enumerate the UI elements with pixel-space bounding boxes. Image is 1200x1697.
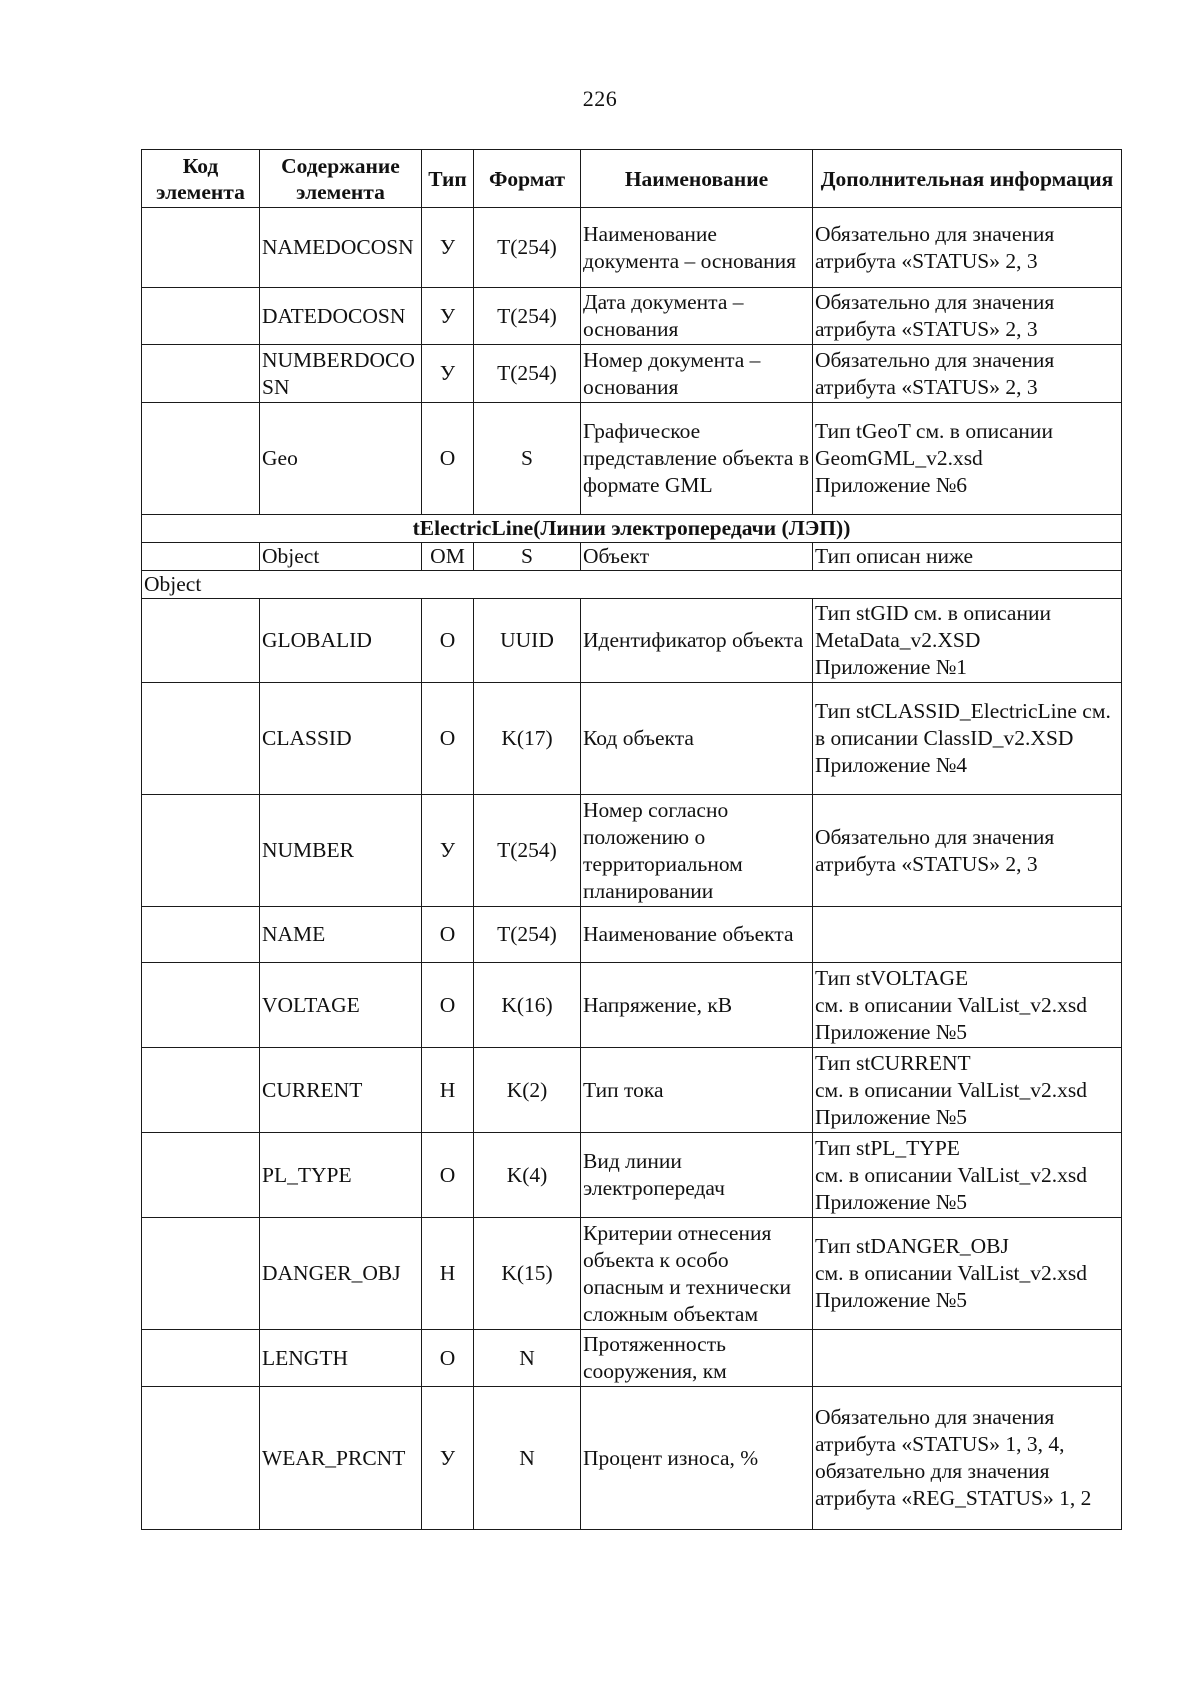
type-cell: О [422, 1133, 474, 1218]
format-cell: T(254) [474, 907, 581, 963]
info-cell: Обязательно для значения атрибута «STATUS» 2, 3 [813, 795, 1122, 907]
type-cell: У [422, 1387, 474, 1530]
code-cell [142, 907, 260, 963]
table-row [142, 1218, 1122, 1330]
header-info: Дополнительная информация [813, 150, 1122, 208]
element-cell: CLASSID [260, 683, 422, 795]
table-row [142, 403, 1122, 515]
code-cell [142, 1133, 260, 1218]
type-cell: У [422, 288, 474, 345]
type-cell: О [422, 683, 474, 795]
type-cell: У [422, 345, 474, 403]
format-cell: K(16) [474, 963, 581, 1048]
table-row [142, 963, 1122, 1048]
table-row [142, 1387, 1122, 1530]
info-cell: Тип tGeoT см. в описании GeomGML_v2.xsd Приложение №6 [813, 403, 1122, 515]
object-code-label: Object [142, 571, 1122, 599]
info-cell: Тип описан ниже [813, 543, 1122, 571]
name-cell: Номер согласно положению о территориальном планировании [581, 795, 813, 907]
table-row [142, 683, 1122, 795]
element-cell: DANGER_OBJ [260, 1218, 422, 1330]
table-row [142, 345, 1122, 403]
code-cell [142, 1218, 260, 1330]
code-cell [142, 795, 260, 907]
name-cell: Протяженность сооружения, км [581, 1330, 813, 1387]
type-cell: У [422, 795, 474, 907]
name-cell: Графическое представление объекта в формате GML [581, 403, 813, 515]
element-cell: Object [260, 543, 422, 571]
type-cell: Н [422, 1048, 474, 1133]
info-cell: Обязательно для значения атрибута «STATUS» 2, 3 [813, 345, 1122, 403]
element-cell: NUMBER [260, 795, 422, 907]
header-format: Формат [474, 150, 581, 208]
code-cell [142, 599, 260, 683]
type-cell: Н [422, 1218, 474, 1330]
header-content: Содержание элемента [260, 150, 422, 208]
info-cell: Тип stCURRENT см. в описании ValList_v2.xsd Приложение №5 [813, 1048, 1122, 1133]
element-cell: PL_TYPE [260, 1133, 422, 1218]
name-cell: Наименование документа – основания [581, 208, 813, 288]
element-cell: VOLTAGE [260, 963, 422, 1048]
name-cell: Идентификатор объекта [581, 599, 813, 683]
code-cell [142, 543, 260, 571]
info-cell: Обязательно для значения атрибута «STATUS» 2, 3 [813, 208, 1122, 288]
table-row [142, 1133, 1122, 1218]
table-row [142, 1048, 1122, 1133]
element-cell: NUMBERDOCOSN [260, 345, 422, 403]
element-cell: DATEDOCOSN [260, 288, 422, 345]
code-cell [142, 288, 260, 345]
code-cell [142, 345, 260, 403]
object-code-row [142, 571, 1122, 599]
element-cell: Geo [260, 403, 422, 515]
format-cell: K(17) [474, 683, 581, 795]
element-cell: GLOBALID [260, 599, 422, 683]
table-header-row [142, 150, 1122, 208]
section-title: tElectricLine(Линии электропередачи (ЛЭП)) [142, 515, 1122, 543]
type-cell: О [422, 907, 474, 963]
element-cell: NAMEDOCOSN [260, 208, 422, 288]
code-cell [142, 963, 260, 1048]
type-cell: У [422, 208, 474, 288]
format-cell: T(254) [474, 288, 581, 345]
format-cell: UUID [474, 599, 581, 683]
info-cell: Тип stPL_TYPE см. в описании ValList_v2.xsd Приложение №5 [813, 1133, 1122, 1218]
type-cell: О [422, 599, 474, 683]
code-cell [142, 1048, 260, 1133]
name-cell: Номер документа – основания [581, 345, 813, 403]
name-cell: Наименование объекта [581, 907, 813, 963]
table-row [142, 795, 1122, 907]
name-cell: Напряжение, кВ [581, 963, 813, 1048]
format-cell: K(4) [474, 1133, 581, 1218]
format-cell: T(254) [474, 345, 581, 403]
table-row [142, 599, 1122, 683]
code-cell [142, 683, 260, 795]
name-cell: Критерии отнесения объекта к особо опасным и технически сложным объектам [581, 1218, 813, 1330]
header-name: Наименование [581, 150, 813, 208]
type-cell: ОМ [422, 543, 474, 571]
format-cell: K(15) [474, 1218, 581, 1330]
element-cell: NAME [260, 907, 422, 963]
header-type: Тип [422, 150, 474, 208]
object-row [142, 543, 1122, 571]
code-cell [142, 1387, 260, 1530]
type-cell: О [422, 403, 474, 515]
info-cell: Тип stGID см. в описании MetaData_v2.XSD Приложение №1 [813, 599, 1122, 683]
table-row [142, 907, 1122, 963]
info-cell [813, 1330, 1122, 1387]
table-row [142, 1330, 1122, 1387]
info-cell: Тип stDANGER_OBJ см. в описании ValList_v2.xsd Приложение №5 [813, 1218, 1122, 1330]
page-number: 226 [582, 86, 618, 111]
code-cell [142, 1330, 260, 1387]
name-cell: Вид линии электропередач [581, 1133, 813, 1218]
elements-table [141, 149, 1122, 1530]
format-cell: T(254) [474, 795, 581, 907]
info-cell: Тип stCLASSID_ElectricLine см. в описании ClassID_v2.XSD Приложение №4 [813, 683, 1122, 795]
info-cell: Тип stVOLTAGE см. в описании ValList_v2.xsd Приложение №5 [813, 963, 1122, 1048]
code-cell [142, 403, 260, 515]
format-cell: S [474, 543, 581, 571]
format-cell: T(254) [474, 208, 581, 288]
element-cell: CURRENT [260, 1048, 422, 1133]
element-cell: WEAR_PRCNT [260, 1387, 422, 1530]
section-title-row [142, 515, 1122, 543]
name-cell: Дата документа – основания [581, 288, 813, 345]
info-cell [813, 907, 1122, 963]
name-cell: Процент износа, % [581, 1387, 813, 1530]
format-cell: K(2) [474, 1048, 581, 1133]
name-cell: Объект [581, 543, 813, 571]
format-cell: S [474, 403, 581, 515]
name-cell: Код объекта [581, 683, 813, 795]
info-cell: Обязательно для значения атрибута «STATUS» 1, 3, 4, обязательно для значения атрибута «REG_STATUS» 1, 2 [813, 1387, 1122, 1530]
code-cell [142, 208, 260, 288]
format-cell: N [474, 1387, 581, 1530]
header-code: Код элемента [142, 150, 260, 208]
info-cell: Обязательно для значения атрибута «STATUS» 2, 3 [813, 288, 1122, 345]
type-cell: О [422, 1330, 474, 1387]
element-cell: LENGTH [260, 1330, 422, 1387]
table-row [142, 208, 1122, 288]
name-cell: Тип тока [581, 1048, 813, 1133]
type-cell: О [422, 963, 474, 1048]
table-row [142, 288, 1122, 345]
format-cell: N [474, 1330, 581, 1387]
